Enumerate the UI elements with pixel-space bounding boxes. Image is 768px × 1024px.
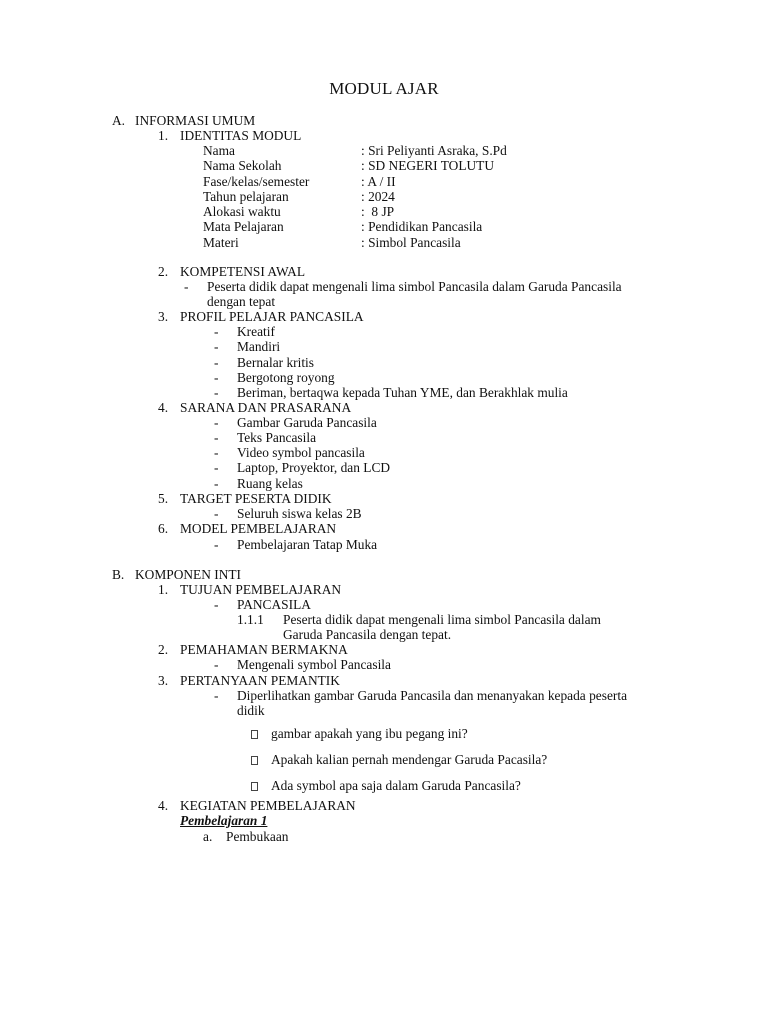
list-item: Laptop, Proyektor, dan LCD xyxy=(237,460,391,475)
dash-marker: - xyxy=(214,537,219,552)
profil-heading: PROFIL PELAJAR PANCASILA xyxy=(180,309,364,324)
tujuan-number: 1. xyxy=(158,582,169,597)
kegiatan-item-letter: a. xyxy=(203,829,213,844)
pertanyaan-text: didik xyxy=(237,703,265,718)
document-title: MODUL AJAR xyxy=(329,79,439,98)
dash-marker: - xyxy=(184,279,189,294)
identity-value: : A / II xyxy=(361,174,396,189)
tujuan-text: Garuda Pancasila dengan tepat. xyxy=(283,627,452,642)
dash-marker: - xyxy=(214,415,219,430)
list-item: Ruang kelas xyxy=(237,476,303,491)
identity-value: : SD NEGERI TOLUTU xyxy=(361,158,495,173)
dash-marker: - xyxy=(214,324,219,339)
identity-value: : Pendidikan Pancasila xyxy=(361,219,483,234)
list-item: Beriman, bertaqwa kepada Tuhan YME, dan Berakhlak mulia xyxy=(237,385,568,400)
identitas-number: 1. xyxy=(158,128,169,143)
list-item: Video symbol pancasila xyxy=(237,445,365,460)
pertanyaan-text: Diperlihatkan gambar Garuda Pancasila dan menanyakan kepada peserta xyxy=(237,688,628,703)
kompetensi-text: Peserta didik dapat mengenali lima simbol Pancasila dalam Garuda Pancasila xyxy=(207,279,622,294)
dash-marker: - xyxy=(214,460,219,475)
dash-marker: - xyxy=(214,445,219,460)
target-number: 5. xyxy=(158,491,169,506)
target-heading: TARGET PESERTA DIDIK xyxy=(180,491,332,506)
tujuan-heading: TUJUAN PEMBELAJARAN xyxy=(180,582,342,597)
identity-label: Tahun pelajaran xyxy=(203,189,289,204)
list-item: Kreatif xyxy=(237,324,275,339)
model-number: 6. xyxy=(158,521,169,536)
list-item: Seluruh siswa kelas 2B xyxy=(237,506,362,521)
identity-label: Nama xyxy=(203,143,235,158)
identity-value: : 2024 xyxy=(361,189,395,204)
identity-label: Fase/kelas/semester xyxy=(203,174,310,189)
section-b-letter: B. xyxy=(112,567,125,582)
tujuan-text: Peserta didik dapat mengenali lima simbol Pancasila dalam xyxy=(283,612,601,627)
sarana-heading: SARANA DAN PRASARANA xyxy=(180,400,352,415)
kompetensi-text: dengan tepat xyxy=(207,294,276,309)
identity-label: Mata Pelajaran xyxy=(203,219,284,234)
dash-marker: - xyxy=(214,339,219,354)
list-item: Teks Pancasila xyxy=(237,430,317,445)
sarana-number: 4. xyxy=(158,400,169,415)
kegiatan-item: Pembukaan xyxy=(226,829,289,844)
dash-marker: - xyxy=(214,506,219,521)
identity-value: : Simbol Pancasila xyxy=(361,235,461,250)
dash-marker: - xyxy=(214,688,219,703)
tujuan-subheading: PANCASILA xyxy=(237,597,311,612)
pertanyaan-heading: PERTANYAAN PEMANTIK xyxy=(180,673,340,688)
identitas-heading: IDENTITAS MODUL xyxy=(180,128,302,143)
dash-marker: - xyxy=(214,430,219,445)
dash-marker: - xyxy=(214,657,219,672)
tujuan-subnumber: 1.1.1 xyxy=(237,612,264,627)
unrendered-glyph-box-icon xyxy=(251,778,258,793)
list-item: Pembelajaran Tatap Muka xyxy=(237,537,378,552)
identity-label: Materi xyxy=(203,235,239,250)
kompetensi-heading: KOMPETENSI AWAL xyxy=(180,264,306,279)
pemahaman-heading: PEMAHAMAN BERMAKNA xyxy=(180,642,348,657)
section-a-letter: A. xyxy=(112,113,126,128)
pertanyaan-number: 3. xyxy=(158,673,169,688)
section-a-heading: INFORMASI UMUM xyxy=(135,113,256,128)
section-b-heading: KOMPONEN INTI xyxy=(135,567,242,582)
dash-marker: - xyxy=(214,370,219,385)
identity-value: : 8 JP xyxy=(361,204,395,219)
identity-value: : Sri Peliyanti Asraka, S.Pd xyxy=(361,143,507,158)
dash-marker: - xyxy=(214,385,219,400)
identity-label: Alokasi waktu xyxy=(203,204,281,219)
question-item: gambar apakah yang ibu pegang ini? xyxy=(271,726,468,741)
list-item: Mandiri xyxy=(237,339,281,354)
question-item: Ada symbol apa saja dalam Garuda Pancasila? xyxy=(271,778,521,793)
list-item: Bernalar kritis xyxy=(237,355,314,370)
unrendered-glyph-box-icon xyxy=(251,726,258,741)
list-item: Mengenali symbol Pancasila xyxy=(237,657,391,672)
model-heading: MODEL PEMBELAJARAN xyxy=(180,521,337,536)
unrendered-glyph-box-icon xyxy=(251,752,258,767)
dash-marker: - xyxy=(214,476,219,491)
list-item: Bergotong royong xyxy=(237,370,335,385)
pembelajaran-subheading: Pembelajaran 1 xyxy=(180,813,268,828)
identity-label: Nama Sekolah xyxy=(203,158,282,173)
dash-marker: - xyxy=(214,355,219,370)
profil-number: 3. xyxy=(158,309,169,324)
kompetensi-number: 2. xyxy=(158,264,169,279)
dash-marker: - xyxy=(214,597,219,612)
kegiatan-heading: KEGIATAN PEMBELAJARAN xyxy=(180,798,356,813)
question-item: Apakah kalian pernah mendengar Garuda Pacasila? xyxy=(271,752,548,767)
list-item: Gambar Garuda Pancasila xyxy=(237,415,377,430)
pemahaman-number: 2. xyxy=(158,642,169,657)
kegiatan-number: 4. xyxy=(158,798,169,813)
